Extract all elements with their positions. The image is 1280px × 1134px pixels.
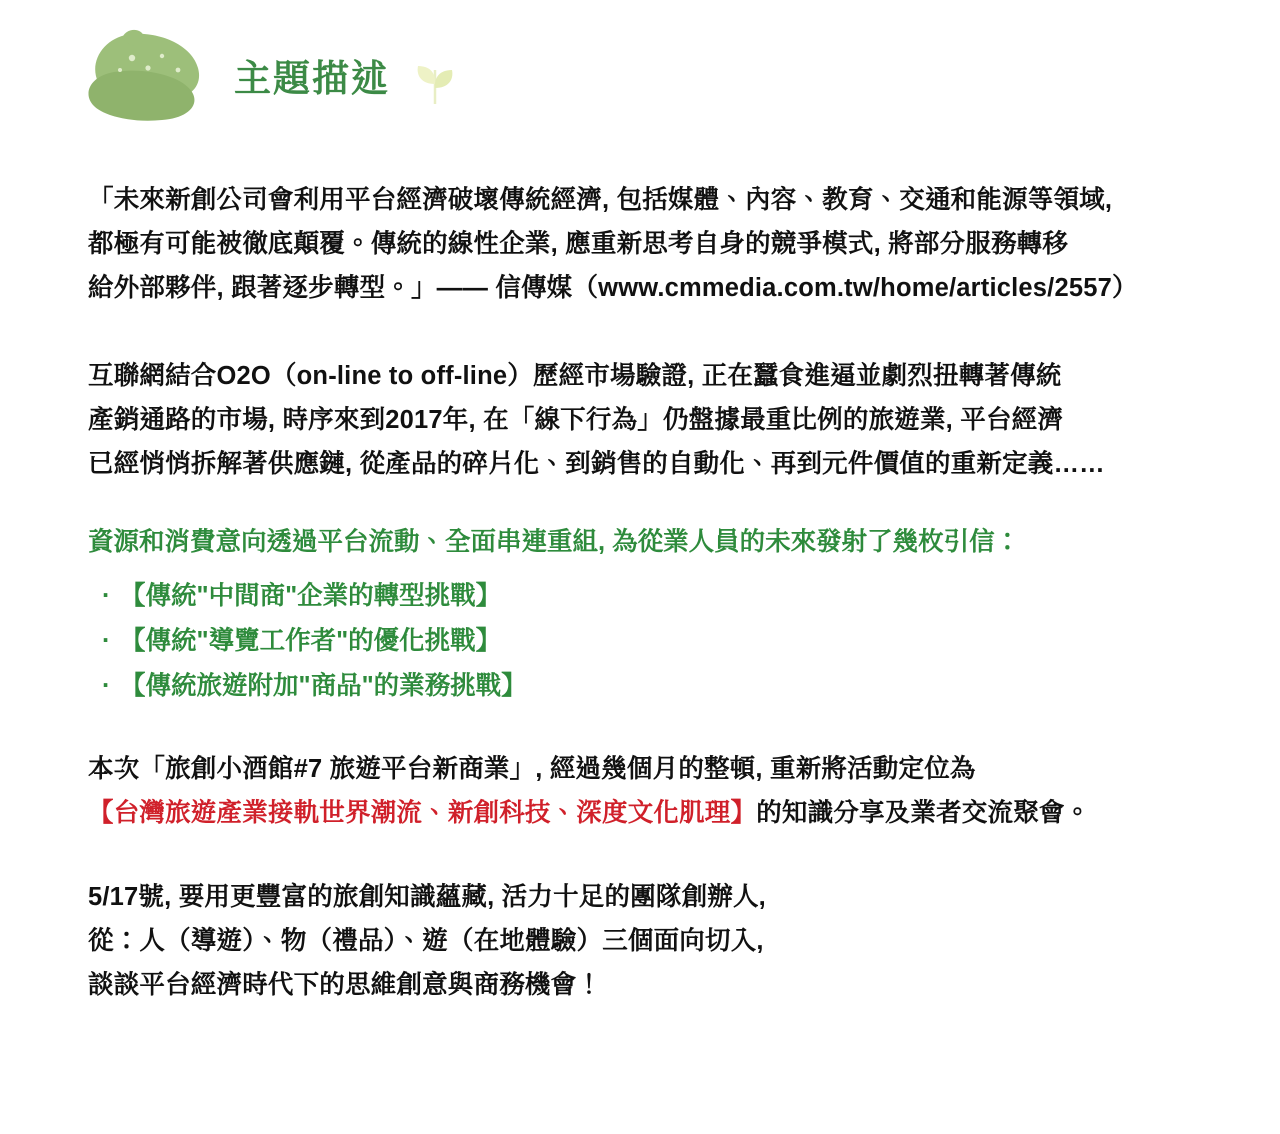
closing-paragraph [88,875,1212,1007]
o2o-line-1: 互聯網結合O2O（on-line to off-line）歷經市場驗證, 正在蠶食進逼並劇烈扭轉著傳統 [88,362,1062,390]
bullet-dot-icon: · [102,582,111,610]
o2o-line-3: 已經悄悄拆解著供應鏈, 從產品的碎片化、到銷售的自動化、再到元件價值的重新定義…… [88,450,1105,478]
page-title: 主題描述 [234,58,390,99]
list-item [102,664,1212,709]
event-paragraph [88,747,1212,835]
document-body [0,150,1280,1007]
page-header [0,0,1280,150]
green-lead-text: 資源和消費意向透過平台流動、全面串連重組, 為從業人員的未來發射了幾枚引信： [88,528,1021,556]
closing-line-1: 5/17號, 要用更豐富的旅創知識蘊藏, 活力十足的團隊創辦人, [88,883,766,911]
bullet-dot-icon: · [102,672,111,700]
event-line-2-rest: 的知識分享及業者交流聚會。 [756,799,1091,827]
bullet-dot-icon: · [102,627,111,655]
o2o-paragraph [88,354,1212,486]
list-item-label: 【傳統旅遊附加"商品"的業務挑戰】 [120,672,527,700]
event-line-1: 本次「旅創小酒館#7 旅遊平台新商業」, 經過幾個月的整頓, 重新將活動定位為 [88,755,976,783]
event-highlight: 【台灣旅遊產業接軌世界潮流、新創科技、深度文化肌理】 [88,799,757,827]
list-item [102,574,1212,619]
green-blob-mascot-icon [70,20,220,130]
event-line-2 [88,791,1212,835]
quote-line-1: 「未來新創公司會利用平台經濟破壞傳統經濟, 包括媒體、內容、教育、交通和能源等領域, [88,186,1113,214]
o2o-line-2: 產銷通路的市場, 時序來到2017年, 在「線下行為」仍盤據最重比例的旅遊業, 平台經濟 [88,406,1064,434]
quote-line-2: 都極有可能被徹底顛覆。傳統的線性企業, 應重新思考自身的競爭模式, 將部分服務轉移 [88,230,1069,258]
closing-line-3: 談談平台經濟時代下的思維創意與商務機會！ [88,971,603,999]
quote-paragraph [88,178,1212,310]
challenge-list [88,574,1212,709]
list-item-label: 【傳統"導覽工作者"的優化挑戰】 [120,627,502,655]
quote-line-3: 給外部夥伴, 跟著逐步轉型。」—— 信傳媒（www.cmmedia.com.tw/home/articles/2557） [88,274,1138,302]
list-item [102,619,1212,664]
closing-line-2: 從：人（導遊）、物（禮品）、遊（在地體驗）三個面向切入, [88,927,764,955]
list-item-label: 【傳統"中間商"企業的轉型挑戰】 [120,582,502,610]
leaf-sprout-icon [412,60,458,106]
